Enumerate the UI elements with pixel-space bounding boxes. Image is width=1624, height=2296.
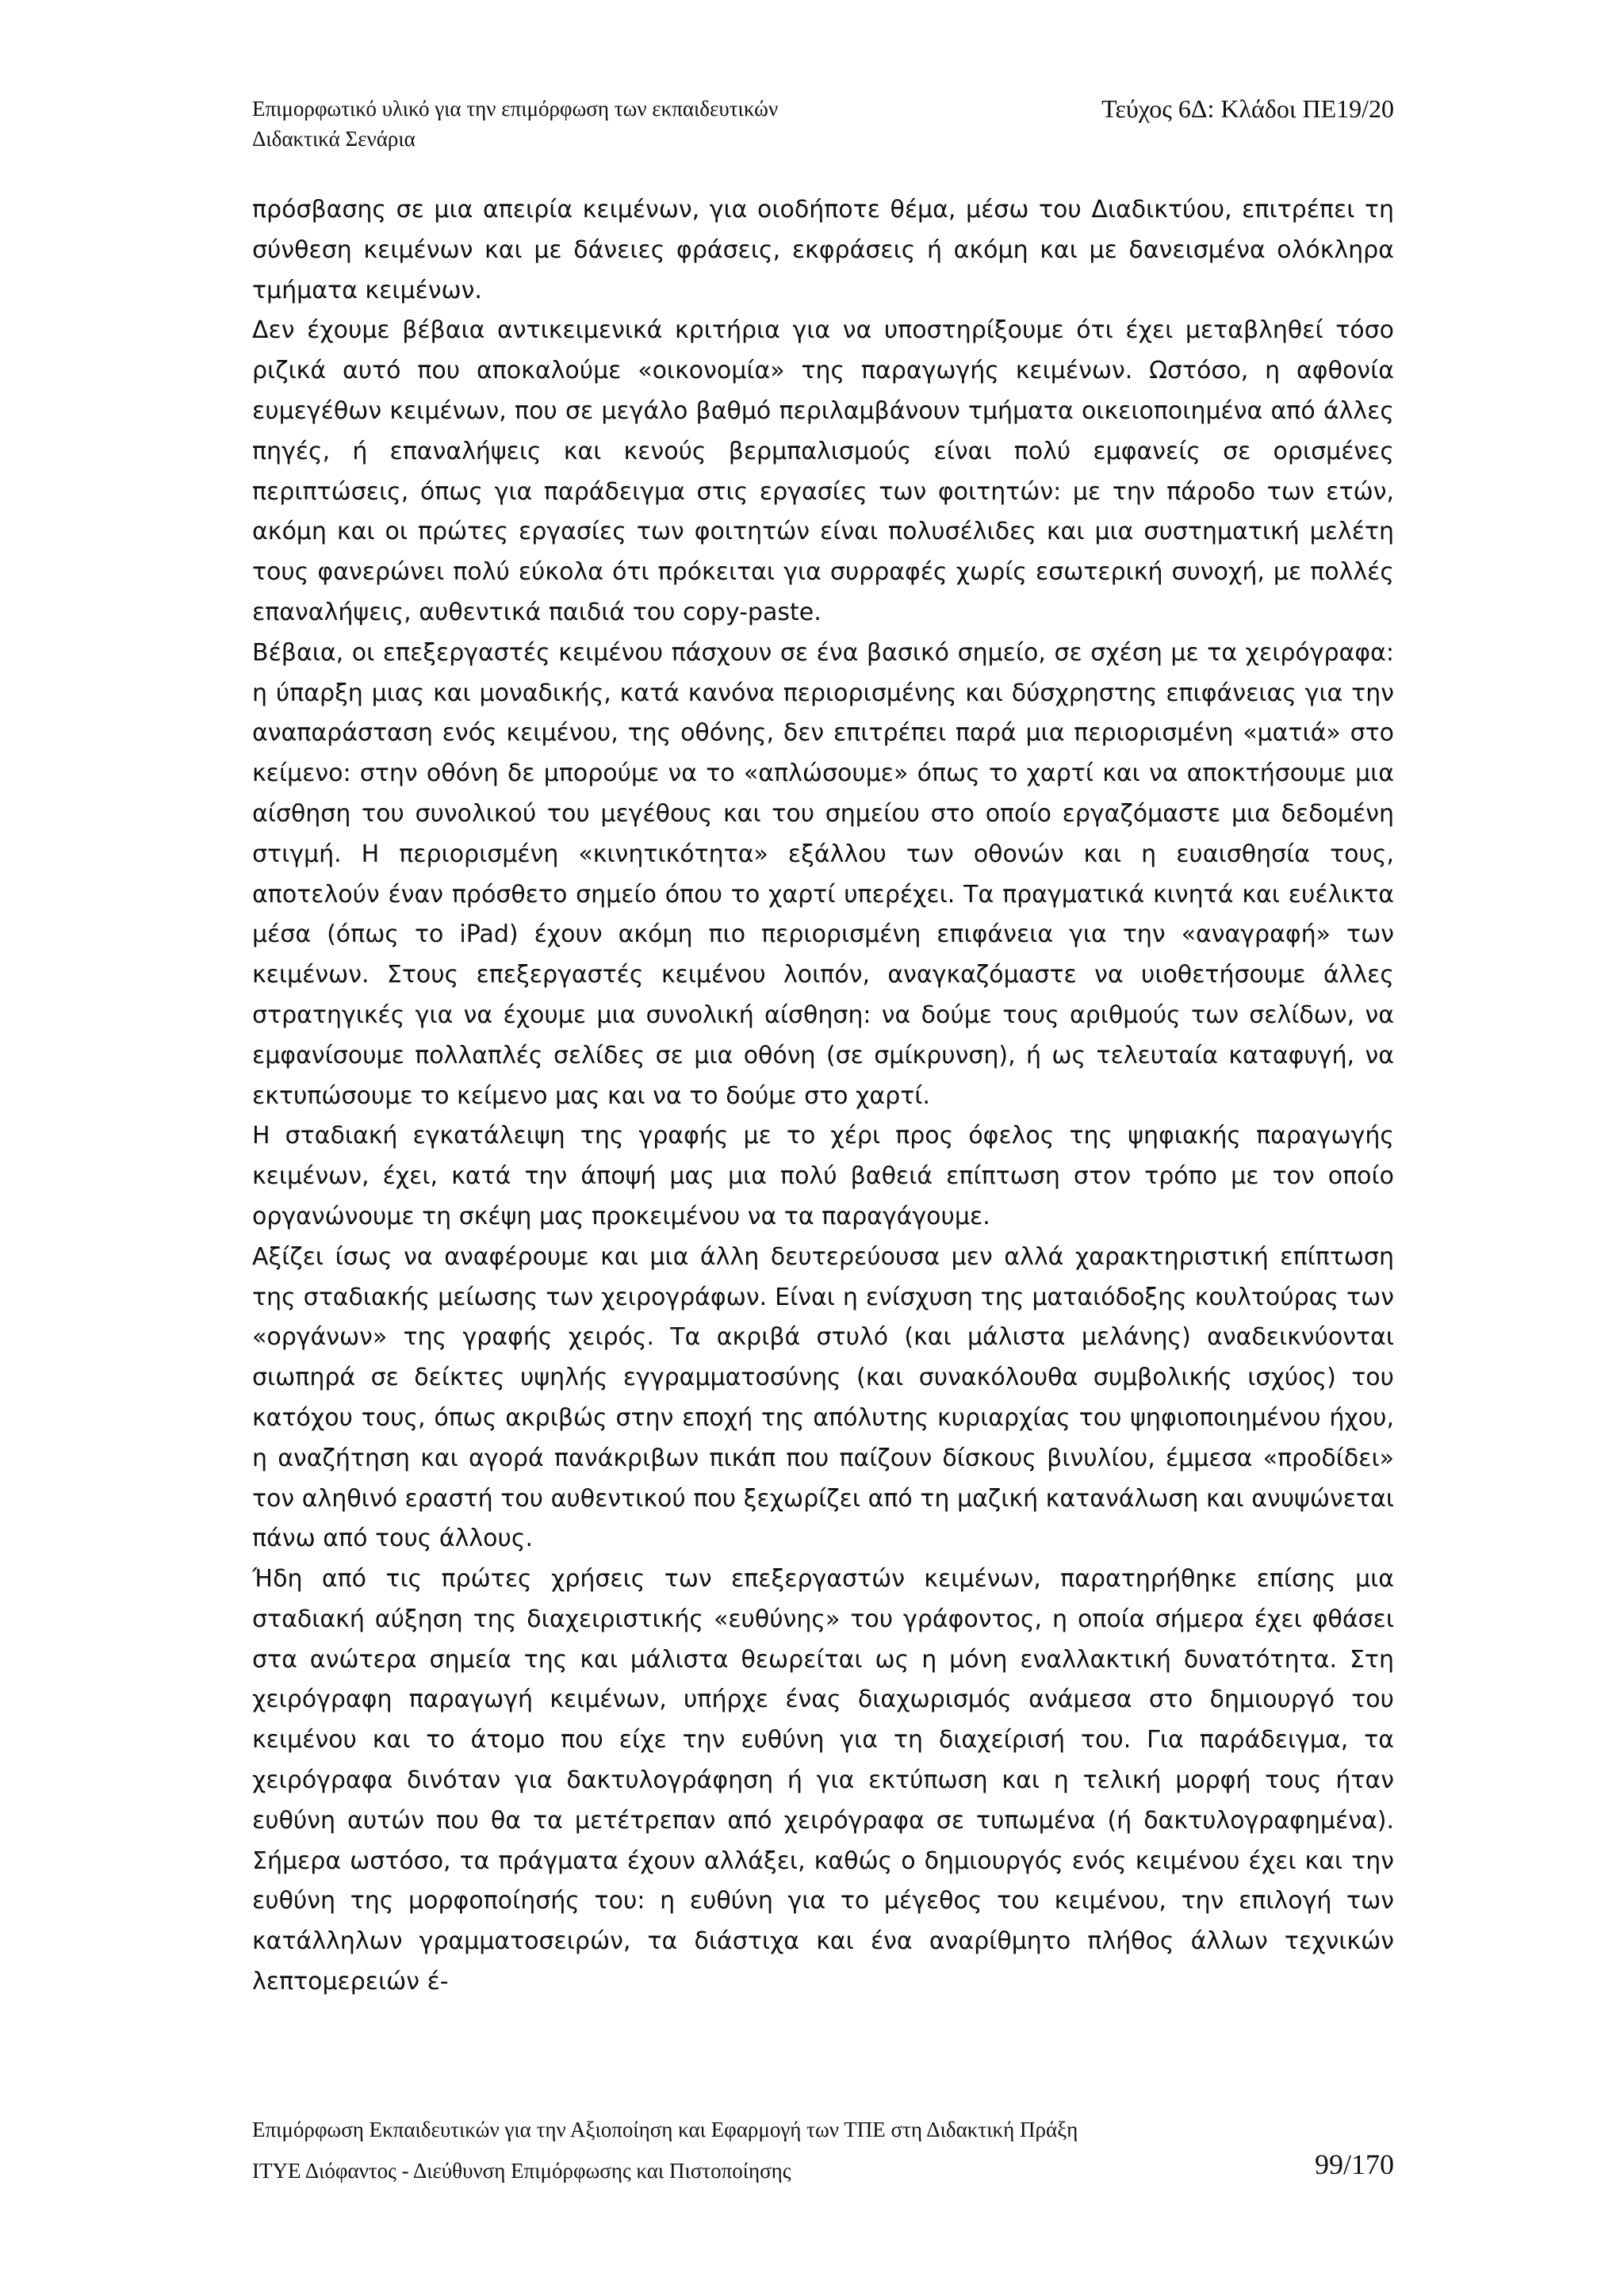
- paragraph: Η σταδιακή εγκατάλειψη της γραφής με το χέρι προς όφελος της ψηφιακής παραγωγής κειμένων, έχει, κατά την άποψή μας μια πολύ βαθειά επίπτωση στον τρόπο με τον οποίο οργανώνουμε τη σκέψη μας προκειμένου να τα παραγάγουμε.: [252, 1122, 1394, 1230]
- header-left: [252, 94, 778, 154]
- header-issue-label: Τεύχος 6Δ: Κλάδοι ΠΕ19/20: [1101, 94, 1394, 123]
- page-number: 99/170: [1314, 2149, 1394, 2180]
- paragraph: Ήδη από τις πρώτες χρήσεις των επεξεργαστών κειμένων, παρατηρήθηκε επίσης μια σταδιακή αύξηση της διαχειριστικής «ευθύνης» του γράφοντος, η οποία σήμερα έχει φθάσει στα ανώτερα σημεία της και μάλιστα θεωρείται ως η μόνη εναλλακτική δυνατότητα. Στη χειρόγραφη παραγωγή κειμένων, υπήρχε ένας διαχωρισμός ανάμεσα στο δημιουργό του κειμένου και το άτομο που είχε την ευθύνη για τη διαχείρισή του. Για παράδειγμα, τα χειρόγραφα δινόταν για δακτυλογράφηση ή για εκτύπωση και η τελική μορφή τους ήταν ευθύνη αυτών που θα τα μετέτρεπαν από χειρόγραφα σε τυπωμένα (ή δακτυλογραφημένα). Σήμερα ωστόσο, τα πράγματα έχουν αλλάξει, καθώς ο δημιουργός ενός κειμένου έχει και την ευθύνη της μορφοποίησής του: η ευθύνη για το μέγεθος του κειμένου, την επιλογή των κατάλληλων γραμματοσειρών, τα διάστιχα και ένα αναρίθμητο πλήθος άλλων τεχνικών λεπτομερειών έ-: [252, 1565, 1394, 1996]
- header-course-title: Επιμορφωτικό υλικό για την επιμόρφωση των εκπαιδευτικών: [252, 97, 779, 121]
- header-section-title: Διδακτικά Σενάρια: [252, 127, 416, 151]
- paragraph: Βέβαια, οι επεξεργαστές κειμένου πάσχουν σε ένα βασικό σημείο, σε σχέση με τα χειρόγραφα: η ύπαρξη μιας και μοναδικής, κατά κανόνα περιορισμένης και δύσχρηστης επιφάνειας για την αναπαράσταση ενός κειμένου, της οθόνης, δεν επιτρέπει παρά μια περιορισμένη «ματιά» στο κείμενο: στην οθόνη δε μπορούμε να το «απλώσουμε» όπως το χαρτί και να αποκτήσουμε μια αίσθηση του συνολικού του μεγέθους και του σημείου στο οποίο εργαζόμαστε μια δεδομένη στιγμή. Η περιορισμένη «κινητικότητα» εξάλλου των οθονών και η ευαισθησία τους, αποτελούν έναν πρόσθετο σημείο όπου το χαρτί υπερέχει. Τα πραγματικά κινητά και ευέλικτα μέσα (όπως το iPad) έχουν ακόμη πιο περιορισμένη επιφάνεια για την «αναγραφή» των κειμένων. Στους επεξεργαστές κειμένου λοιπόν, αναγκαζόμαστε να υιοθετήσουμε άλλες στρατηγικές για να έχουμε μια συνολική αίσθηση: να δούμε τους αριθμούς των σελίδων, να εμφανίσουμε πολλαπλές σελίδες σε μια οθόνη (σε σμίκρυνση), ή ως τελευταία καταφυγή, να εκτυπώσουμε το κείμενο μας και να το δούμε στο χαρτί.: [252, 638, 1394, 1110]
- footer-organization: ΙΤΥΕ Διόφαντος - Διεύθυνση Επιμόρφωσης και Πιστοποίησης: [252, 2159, 791, 2183]
- main-text: [252, 190, 1394, 2003]
- paragraph: Δεν έχουμε βέβαια αντικειμενικά κριτήρια για να υποστηρίξουμε ότι έχει μεταβληθεί τόσο ριζικά αυτό που αποκαλούμε «οικονομία» της παραγωγής κειμένων. Ωστόσο, η αφθονία ευμεγέθων κειμένων, που σε μεγάλο βαθμό περιλαμβάνουν τμήματα οικειοποιημένα από άλλες πηγές, ή επαναλήψεις και κενούς βερμπαλισμούς είναι πολύ εμφανείς σε ορισμένες περιπτώσεις, όπως για παράδειγμα στις εργασίες των φοιτητών: με την πάροδο των ετών, ακόμη και οι πρώτες εργασίες των φοιτητών είναι πολυσέλιδες και μια συστηματική μελέτη τους φανερώνει πολύ εύκολα ότι πρόκειται για συρραφές χωρίς εσωτερική συνοχή, με πολλές επαναλήψεις, αυθεντικά παιδιά του copy-paste.: [252, 316, 1394, 626]
- paragraph: Αξίζει ίσως να αναφέρουμε και μια άλλη δευτερεύουσα μεν αλλά χαρακτηριστική επίπτωση της σταδιακής μείωσης των χειρογράφων. Είναι η ενίσχυση της ματαιόδοξης κουλτούρας των «οργάνων» της γραφής χειρός. Τα ακριβά στυλό (και μάλιστα μελάνης) αναδεικνύονται σιωπηρά σε δείκτες υψηλής εγγραμματοσύνης (και συνακόλουθα συμβολικής ισχύος) του κατόχου τους, όπως ακριβώς στην εποχή της απόλυτης κυριαρχίας του ψηφιοποιημένου ήχου, η αναζήτηση και αγορά πανάκριβων πικάπ που παίζουν δίσκους βινυλίου, έμμεσα «προδίδει» τον αληθινό εραστή του αυθεντικού που ξεχωρίζει από τη μαζική κατανάλωση και ανυψώνεται πάνω από τους άλλους.: [252, 1242, 1394, 1553]
- footer-program-title: Επιμόρφωση Εκπαιδευτικών για την Αξιοποίηση και Εφαρμογή των ΤΠΕ στη Διδακτική Πράξη: [252, 2118, 1078, 2141]
- paragraph: πρόσβασης σε μια απειρία κειμένων, για οιοδήποτε θέμα, μέσω του Διαδικτύου, επιτρέπει τη σύνθεση κειμένων και με δάνειες φράσεις, εκφράσεις ή ακόμη και με δανεισμένα ολόκληρα τμήματα κειμένων.: [252, 196, 1394, 304]
